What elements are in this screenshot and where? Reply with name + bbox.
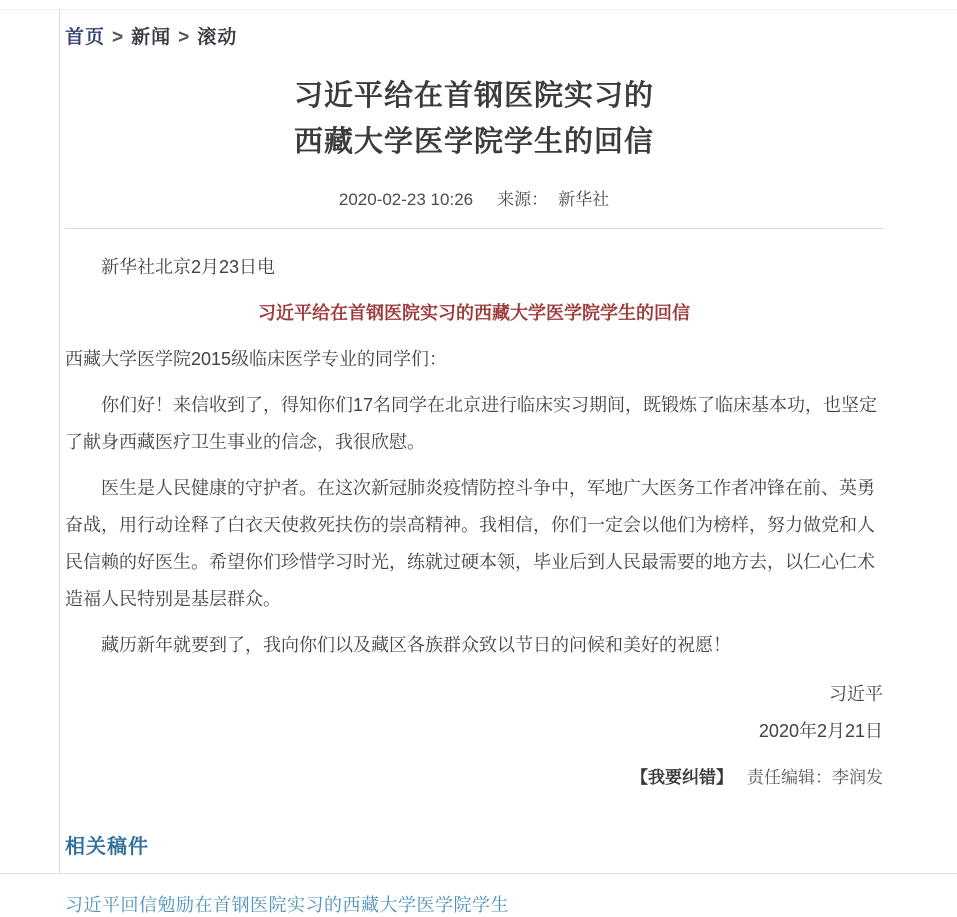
- body-paragraph: 你们好！来信收到了，得知你们17名同学在北京进行临床实习期间，既锻炼了临床基本功，也坚定了献身西藏医疗卫生事业的信念，我很欣慰。: [65, 395, 878, 452]
- article-body: [65, 249, 883, 796]
- signature-block: [65, 676, 883, 750]
- breadcrumb-rolling-link[interactable]: 滚动: [197, 27, 238, 48]
- dateline-paragraph: 新华社北京2月23日电: [101, 257, 276, 277]
- editor-name: 李润发: [832, 768, 883, 787]
- page-title-line2: 西藏大学医学院学生的回信: [293, 126, 654, 158]
- breadcrumb-separator: >: [112, 27, 125, 48]
- correction-editor-line: [65, 759, 883, 796]
- signature-name: 习近平: [829, 684, 883, 704]
- body-paragraph: 医生是人民健康的守护者。在这次新冠肺炎疫情防控斗争中，军地广大医务工作者冲锋在前、英勇奋战，用行动诠释了白衣天使救死扶伤的崇高精神。我相信，你们一定会以他们为榜样，努力做党和人民信赖的好医生。希望你们珍惜学习时光，练就过硬本领，毕业后到人民最需要的地方去，以仁心仁术造福人民特别是基层群众。: [65, 478, 875, 609]
- source-label: 来源：: [497, 190, 549, 209]
- breadcrumb-news-link[interactable]: 新闻: [131, 27, 172, 48]
- page-title-line1: 习近平给在首钢医院实习的: [293, 80, 654, 112]
- signature-date: 2020年2月21日: [758, 721, 883, 741]
- article-meta: [65, 185, 883, 229]
- breadcrumb-home-link[interactable]: 首页: [65, 27, 106, 48]
- breadcrumb-separator: >: [178, 27, 191, 48]
- content-column: [59, 9, 883, 915]
- page-title: [65, 73, 883, 165]
- source-name: 新华社: [558, 190, 610, 209]
- publish-datetime: 2020-02-23 10:26: [338, 190, 474, 209]
- page-bottom-divider: [0, 873, 957, 874]
- salutation-paragraph: 西藏大学医学院2015级临床医学专业的同学们：: [65, 349, 448, 369]
- breadcrumb: [65, 9, 883, 49]
- related-article-link[interactable]: 习近平回信勉励在首钢医院实习的西藏大学医学院学生: [65, 895, 509, 915]
- related-heading: 相关稿件: [65, 836, 149, 858]
- letter-title: 习近平给在首钢医院实习的西藏大学医学院学生的回信: [258, 303, 690, 323]
- editor-label: 责任编辑：: [747, 768, 832, 787]
- body-paragraph: 藏历新年就要到了，我向你们以及藏区各族群众致以节日的问候和美好的祝愿！: [101, 635, 731, 655]
- report-error-link[interactable]: 【我要纠错】: [631, 768, 733, 787]
